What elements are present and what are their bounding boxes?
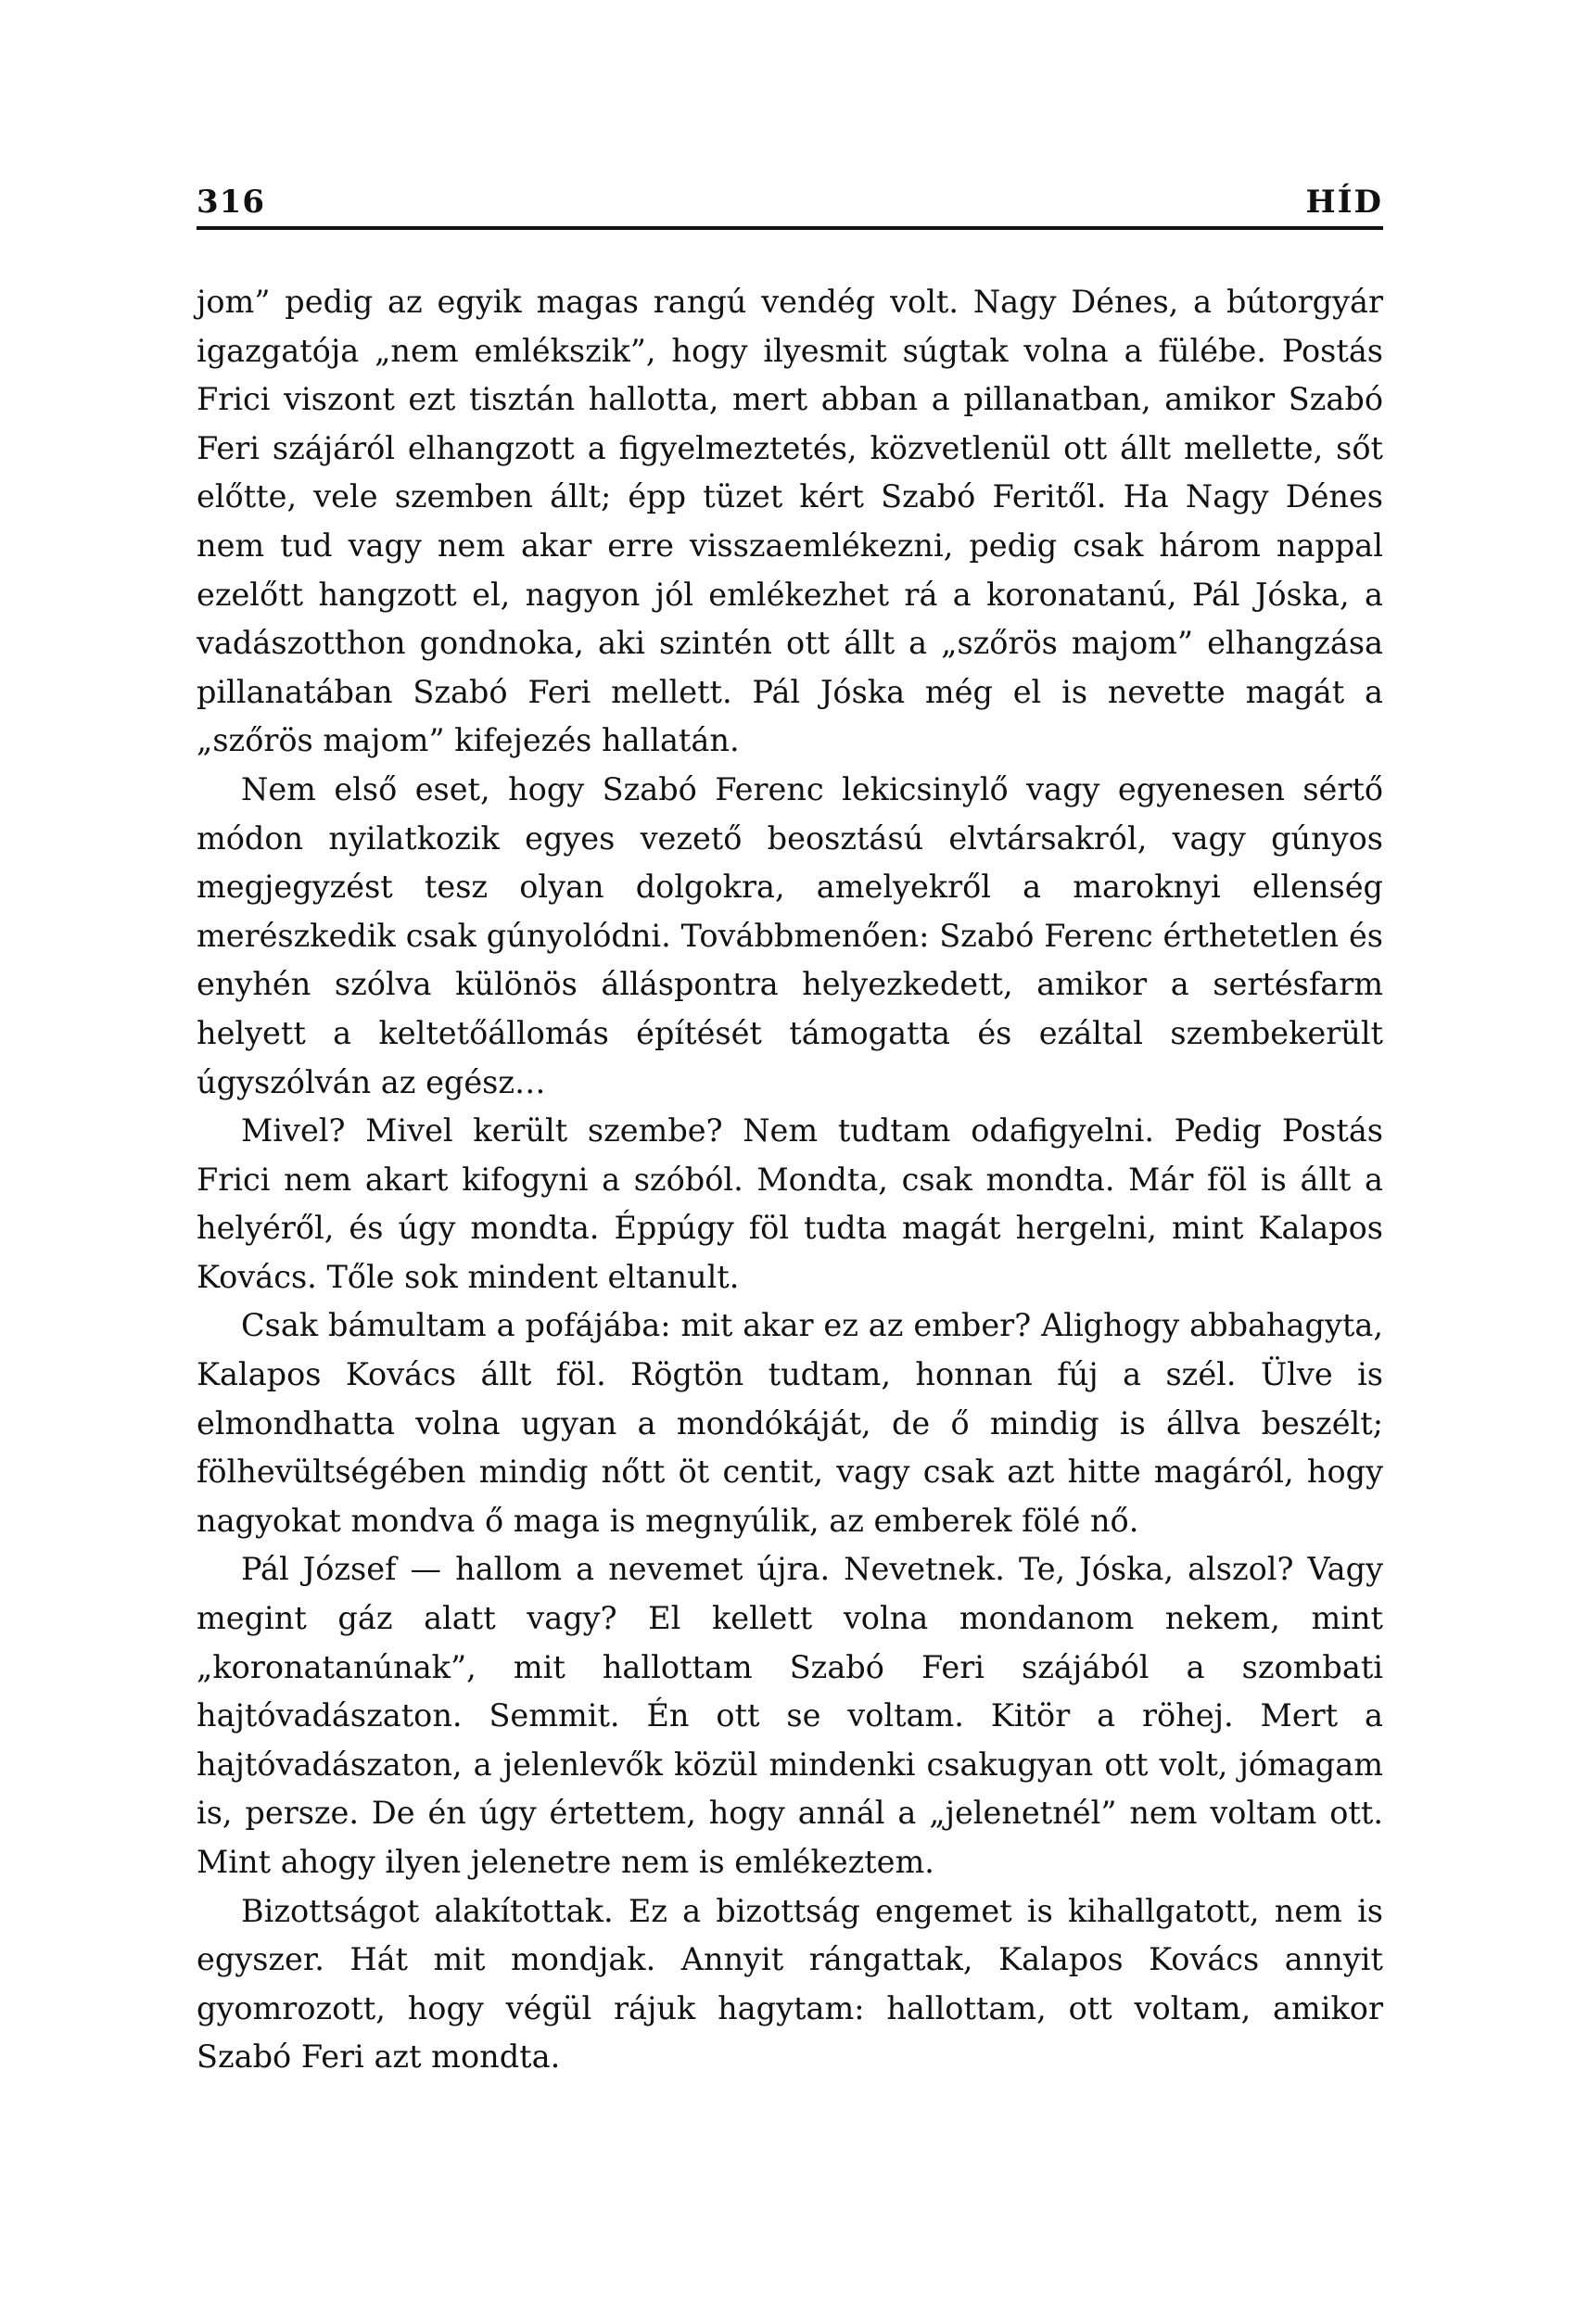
paragraph: Pál József — hallom a nevemet újra. Nevetnek. Te, Jóska, alszol? Vagy megint gáz alatt vagy? El kellett volna mondanom nekem, mint „koronatanúnak”, mit hallottam Szabó Feri szájából a szombati hajtóvadászaton. Semmit. Én ott se voltam. Kitör a röhej. Mert a hajtóvadászaton, a jelenlevők közül mindenki csakugyan ott volt, jómagam is, persze. De én úgy értettem, hogy annál a „jelenetnél” nem voltam ott. Mint ahogy ilyen jelenetre nem is emlékeztem. [197,1551,1383,1880]
body-text [197,278,1383,2082]
paragraph: Bizottságot alakítottak. Ez a bizottság engemet is kihallgatott, nem is egyszer. Hát mit mondjak. Annyit rángattak, Kalapos Kovács annyit gyomrozott, hogy végül rájuk hagytam: hallottam, ott voltam, amikor Szabó Feri azt mondta. [197,1892,1383,2076]
paragraph: Mivel? Mivel került szembe? Nem tudtam odafigyelni. Pedig Postás Frici nem akart kifogyni a szóból. Mondta, csak mondta. Már föl is állt a helyéről, és úgy mondta. Éppúgy föl tudta magát hergelni, mint Kalapos Kovács. Tőle sok mindent eltanult. [197,1112,1383,1295]
paragraph: Csak bámultam a pofájába: mit akar ez az ember? Alighogy abbahagyta, Kalapos Kovács állt föl. Rögtön tudtam, honnan fúj a szél. Ülve is elmondhatta volna ugyan a mondókáját, de ő mindig is állva beszélt; fölhevültségében mindig nőtt öt centit, vagy csak azt hitte magáról, hogy nagyokat mondva ő maga is megnyúlik, az emberek fölé nő. [197,1307,1383,1539]
page-number: 316 [197,184,265,221]
page-header [197,184,1383,230]
journal-title: HÍD [1305,184,1383,221]
paragraph: Nem első eset, hogy Szabó Ferenc lekicsinylő vagy egyenesen sértő módon nyilatkozik egyes vezető beosztású elvtársakról, vagy gúnyos megjegyzést tesz olyan dolgokra, amelyekről a maroknyi ellenség merészkedik csak gúnyolódni. Továbbmenően: Szabó Ferenc érthetetlen és enyhén szólva különös álláspontra helyezkedett, amikor a sertésfarm helyett a keltetőállomás építését támogatta és ezáltal szembekerült úgyszólván az egész… [197,770,1383,1100]
paragraph: jom” pedig az egyik magas rangú vendég volt. Nagy Dénes, a bútorgyár igazgatója „nem emlékszik”, hogy ilyesmit súgtak volna a fülébe. Postás Frici viszont ezt tisztán hallotta, mert abban a pillanatban, amikor Szabó Feri szájáról elhangzott a figyelmeztetés, közvetlenül ott állt mellette, sőt előtte, vele szemben állt; épp tüzet kért Szabó Feritől. Ha Nagy Dénes nem tud vagy nem akar erre visszaemlékezni, pedig csak három nappal ezelőtt hangzott el, nagyon jól emlékezhet rá a koronatanú, Pál Jóska, a vadászotthon gondnoka, aki szintén ott állt a „szőrös majom” elhangzása pillanatában Szabó Feri mellett. Pál Jóska még el is nevette magát a „szőrös majom” kifejezés hallatán. [197,284,1383,759]
